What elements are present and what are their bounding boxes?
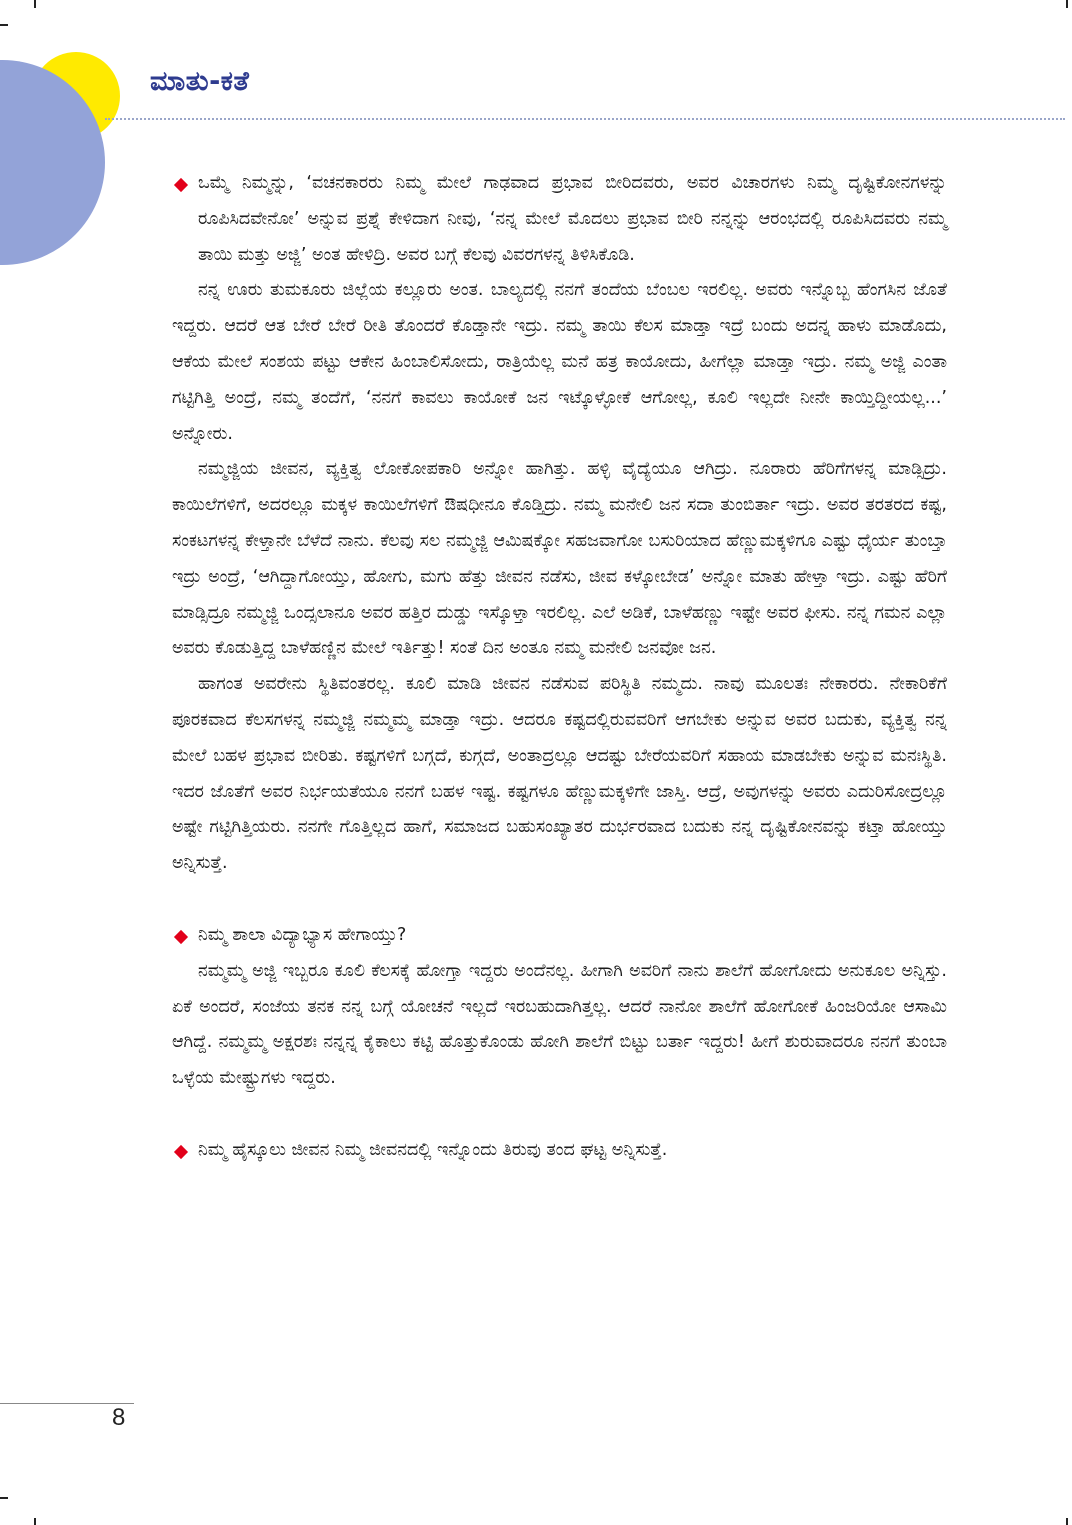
interview-answer xyxy=(172,273,947,452)
red-diamond-bullet-icon xyxy=(174,1145,188,1159)
paragraph-gap xyxy=(172,1097,947,1133)
crop-mark xyxy=(34,0,36,8)
article-body xyxy=(172,166,947,1169)
paragraph-text: ನನ್ನ ಊರು ತುಮಕೂರು ಜಿಲ್ಲೆಯ ಕಲ್ಲೂರು ಅಂತ. ಬಾಲ್ಯದಲ್ಲಿ ನನಗೆ ತಂದೆಯ ಬೆಂಬಲ ಇರಲಿಲ್ಲ. ಅವರು ಇನ್ನೊಬ್ಬ ಹೆಂಗಸಿನ ಜೊತೆ ಇದ್ದರು. ಆದರೆ ಆತ ಬೇರೆ ಬೇರೆ ರೀತಿ ತೊಂದರೆ ಕೊಡ್ತಾನೇ ಇದ್ರು. ನಮ್ಮ ತಾಯಿ ಕೆಲಸ ಮಾಡ್ತಾ ಇದ್ರೆ ಬಂದು ಅದನ್ನ ಹಾಳು ಮಾಡೊದು, ಆಕೆಯ ಮೇಲೆ ಸಂಶಯ ಪಟ್ಟು ಆಕೇನ ಹಿಂಬಾಲಿಸೋದು, ರಾತ್ರಿಯೆಲ್ಲ ಮನೆ ಹತ್ರ ಕಾಯೋದು, ಹೀಗೆಲ್ಲಾ ಮಾಡ್ತಾ ಇದ್ರು. ನಮ್ಮ ಅಜ್ಜಿ ಎಂತಾ ಗಟ್ಟಿಗಿತ್ತಿ ಅಂದ್ರೆ, ನಮ್ಮ ತಂದೆಗೆ, ‘ನನಗೆ ಕಾವಲು ಕಾಯೋಕೆ ಜನ ಇಟ್ಕೊಳ್ಳೋಕೆ ಆಗೋಲ್ಲ, ಕೂಲಿ ಇಲ್ಲದೇ ನೀನೇ ಕಾಯ್ತಿದ್ದೀಯಲ್ಲ...’ ಅನ್ನೋರು. xyxy=(172,280,947,444)
page-number: 8 xyxy=(112,1404,126,1431)
interview-answer xyxy=(172,667,947,882)
red-diamond-bullet-icon xyxy=(174,930,188,944)
interview-question xyxy=(172,918,947,954)
crop-mark xyxy=(34,1518,36,1525)
crop-mark xyxy=(1066,0,1068,8)
paragraph-gap xyxy=(172,882,947,918)
paragraph-text: ನಮ್ಮಮ್ಮ ಅಜ್ಜಿ ಇಬ್ಬರೂ ಕೂಲಿ ಕೆಲಸಕ್ಕೆ ಹೋಗ್ತಾ ಇದ್ದರು ಅಂದೆನಲ್ಲ. ಹೀಗಾಗಿ ಅವರಿಗೆ ನಾನು ಶಾಲೆಗೆ ಹೋಗೋದು ಅನುಕೂಲ ಅನ್ನಿಸ್ತು. ಏಕೆ ಅಂದರೆ, ಸಂಜೆಯ ತನಕ ನನ್ನ ಬಗ್ಗೆ ಯೋಚನೆ ಇಲ್ಲದೆ ಇರಬಹುದಾಗಿತ್ತಲ್ಲ. ಆದರೆ ನಾನೋ ಶಾಲೆಗೆ ಹೋಗೋಕೆ ಹಿಂಜರಿಯೋ ಆಸಾಮಿ ಆಗಿದ್ದೆ. ನಮ್ಮಮ್ಮ ಅಕ್ಷರಶಃ ನನ್ನನ್ನ ಕೈಕಾಲು ಕಟ್ಟಿ ಹೊತ್ತುಕೊಂಡು ಹೋಗಿ ಶಾಲೆಗೆ ಬಿಟ್ಟು ಬರ್ತಾ ಇದ್ದರು! ಹೀಗೆ ಶುರುವಾದರೂ ನನಗೆ ತುಂಬಾ ಒಳ್ಳೆಯ ಮೇಷ್ಟ್ರುಗಳು ಇದ್ದರು. xyxy=(172,960,947,1089)
interview-question xyxy=(172,1133,947,1169)
dotted-divider xyxy=(105,118,1065,120)
interview-answer xyxy=(172,954,947,1097)
paragraph-text: ಹಾಗಂತ ಅವರೇನು ಸ್ಥಿತಿವಂತರಲ್ಲ. ಕೂಲಿ ಮಾಡಿ ಜೀವನ ನಡೆಸುವ ಪರಿಸ್ಥಿತಿ ನಮ್ಮದು. ನಾವು ಮೂಲತಃ ನೇಕಾರರು. ನೇಕಾರಿಕೆಗೆ ಪೂರಕವಾದ ಕೆಲಸಗಳನ್ನ ನಮ್ಮಜ್ಜಿ ನಮ್ಮಮ್ಮ ಮಾಡ್ತಾ ಇದ್ರು. ಆದರೂ ಕಷ್ಟದಲ್ಲಿರುವವರಿಗೆ ಆಗಬೇಕು ಅನ್ನುವ ಅವರ ಬದುಕು, ವ್ಯಕ್ತಿತ್ವ ನನ್ನ ಮೇಲೆ ಬಹಳ ಪ್ರಭಾವ ಬೀರಿತು. ಕಷ್ಟಗಳಿಗೆ ಬಗ್ಗದೆ, ಕುಗ್ಗದೆ, ಅಂತಾದ್ರಲ್ಲೂ ಆದಷ್ಟು ಬೇರೆಯವರಿಗೆ ಸಹಾಯ ಮಾಡಬೇಕು ಅನ್ನುವ ಮನಃಸ್ಥಿತಿ. ಇದರ ಜೊತೆಗೆ ಅವರ ನಿರ್ಭಯತೆಯೂ ನನಗೆ ಬಹಳ ಇಷ್ಟ. ಕಷ್ಟಗಳೂ ಹೆಣ್ಣುಮಕ್ಕಳಿಗೇ ಜಾಸ್ತಿ. ಆದ್ರೆ, ಅವುಗಳನ್ನು ಅವರು ಎದುರಿಸೋದ್ರಲ್ಲೂ ಅಷ್ಟೇ ಗಟ್ಟಿಗಿತ್ತಿಯರು. ನನಗೇ ಗೊತ್ತಿಲ್ಲದ ಹಾಗೆ, ಸಮಾಜದ ಬಹುಸಂಖ್ಯಾತರ ದುರ್ಭರವಾದ ಬದುಕು ನನ್ನ ದೃಷ್ಟಿಕೋನವನ್ನು ಕಟ್ತಾ ಹೋಯ್ತು ಅನ್ನಿಸುತ್ತೆ. xyxy=(172,674,947,874)
crop-mark xyxy=(1066,1518,1068,1525)
paragraph-text: ನಿಮ್ಮ ಹೈಸ್ಕೂಲು ಜೀವನ ನಿಮ್ಮ ಜೀವನದಲ್ಲಿ ಇನ್ನೊಂದು ತಿರುವು ತಂದ ಘಟ್ಟ ಅನ್ನಿಸುತ್ತೆ. xyxy=(198,1139,668,1160)
paragraph-text: ಒಮ್ಮೆ ನಿಮ್ಮನ್ನು, ‘ವಚನಕಾರರು ನಿಮ್ಮ ಮೇಲೆ ಗಾಢವಾದ ಪ್ರಭಾವ ಬೀರಿದವರು, ಅವರ ವಿಚಾರಗಳು ನಿಮ್ಮ ದೃಷ್ಟಿಕೋನಗಳನ್ನು ರೂಪಿಸಿದವೇನೋ’ ಅನ್ನುವ ಪ್ರಶ್ನೆ ಕೇಳಿದಾಗ ನೀವು, ‘ನನ್ನ ಮೇಲೆ ಮೊದಲು ಪ್ರಭಾವ ಬೀರಿ ನನ್ನನ್ನು ಆರಂಭದಲ್ಲಿ ರೂಪಿಸಿದವರು ನಮ್ಮ ತಾಯಿ ಮತ್ತು ಅಜ್ಜಿ’ ಅಂತ ಹೇಳಿದ್ರಿ. ಅವರ ಬಗ್ಗೆ ಕೆಲವು ವಿವರಗಳನ್ನ ತಿಳಿಸಿಕೊಡಿ. xyxy=(198,173,947,265)
interview-question xyxy=(172,166,947,273)
crop-mark xyxy=(0,24,8,26)
interview-answer xyxy=(172,452,947,667)
red-diamond-bullet-icon xyxy=(174,178,188,192)
section-title: ಮಾತು-ಕತೆ xyxy=(150,66,250,97)
paragraph-text: ನಿಮ್ಮ ಶಾಲಾ ವಿದ್ಯಾಭ್ಯಾಸ ಹೇಗಾಯ್ತು? xyxy=(198,924,407,945)
paragraph-text: ನಮ್ಮಜ್ಜಿಯ ಜೀವನ, ವ್ಯಕ್ತಿತ್ವ ಲೋಕೋಪಕಾರಿ ಅನ್ನೋ ಹಾಗಿತ್ತು. ಹಳ್ಳಿ ವೈದ್ಯೆಯೂ ಆಗಿದ್ರು. ನೂರಾರು ಹೆರಿಗೆಗಳನ್ನ ಮಾಡ್ಸಿದ್ರು. ಕಾಯಿಲೆಗಳಿಗೆ, ಅದರಲ್ಲೂ ಮಕ್ಕಳ ಕಾಯಿಲೆಗಳಿಗೆ ಔಷಧೀನೂ ಕೊಡ್ತಿದ್ರು. ನಮ್ಮ ಮನೇಲಿ ಜನ ಸದಾ ತುಂಬಿರ್ತಾ ಇದ್ರು. ಅವರ ತರತರದ ಕಷ್ಟ, ಸಂಕಟಗಳನ್ನ ಕೇಳ್ತಾನೇ ಬೆಳೆದೆ ನಾನು. ಕೆಲವು ಸಲ ನಮ್ಮಜ್ಜಿ ಆಮಿಷಕ್ಕೋ ಸಹಜವಾಗೋ ಬಸುರಿಯಾದ ಹೆಣ್ಣುಮಕ್ಕಳಿಗೂ ಎಷ್ಟು ಧೈರ್ಯ ತುಂಬ್ತಾ ಇದ್ರು ಅಂದ್ರೆ, ‘ಆಗಿದ್ದಾಗೋಯ್ತು, ಹೋಗು, ಮಗು ಹೆತ್ತು ಜೀವನ ನಡೆಸು, ಜೀವ ಕಳ್ಕೋಬೇಡ’ ಅನ್ನೋ ಮಾತು ಹೇಳ್ತಾ ಇದ್ರು. ಎಷ್ಟು ಹೆರಿಗೆ ಮಾಡ್ಸಿದ್ರೂ ನಮ್ಮಜ್ಜಿ ಒಂದ್ಸಲಾನೂ ಅವರ ಹತ್ತಿರ ದುಡ್ಡು ಇಸ್ಕೊಳ್ತಾ ಇರಲಿಲ್ಲ. ಎಲೆ ಅಡಿಕೆ, ಬಾಳೆಹಣ್ಣು ಇಷ್ಟೇ ಅವರ ಫೀಸು. ನನ್ನ ಗಮನ ಎಲ್ಲಾ ಅವರು ಕೊಡುತ್ತಿದ್ದ ಬಾಳೆಹಣ್ಣಿನ ಮೇಲೆ ಇರ್ತಿತ್ತು! ಸಂತೆ ದಿನ ಅಂತೂ ನಮ್ಮ ಮನೇಲಿ ಜನವೋ ಜನ. xyxy=(172,459,947,659)
crop-mark xyxy=(0,1497,8,1499)
